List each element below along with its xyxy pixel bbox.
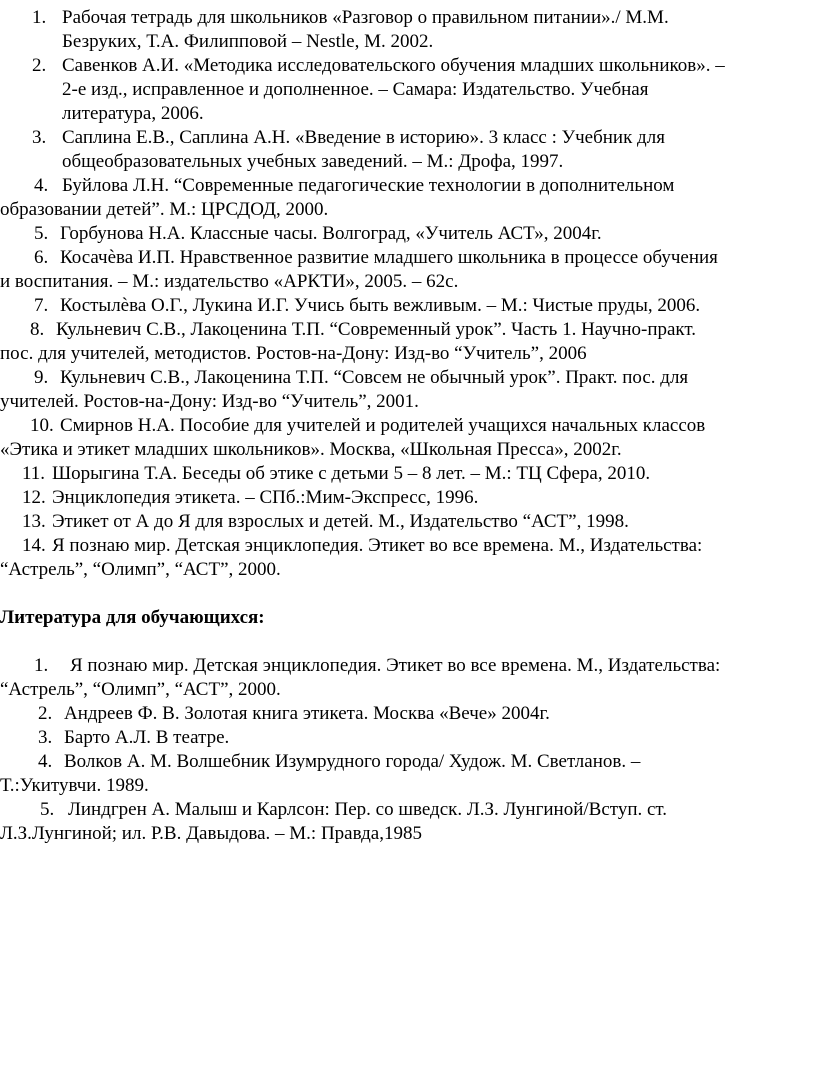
list-item [22,510,46,534]
list-item [40,798,54,822]
section-heading: Литература для обучающихся: [0,607,265,628]
list-item [30,414,54,438]
list-item [22,486,46,510]
list-item-text: Т.:Укитувчи. 1989. [0,775,149,796]
list-item-number: 13. [22,511,46,532]
list-item [32,6,46,30]
list-item-text: Этикет от А до Я для взрослых и детей. М., Издательство “АСТ”, 1998. [52,511,629,532]
list-item-text: Костылѐва О.Г., Лукина И.Г. Учись быть вежливым. – М.: Чистые пруды, 2006. [60,295,701,316]
list-item-text: Я познаю мир. Детская энциклопедия. Этикет во все времена. М., Издательства: [52,535,703,556]
list-item [38,750,52,774]
list-item-text: “Астрель”, “Олимп”, “АСТ”, 2000. [0,559,281,580]
list-item [22,462,45,486]
list-item-text: Линдгрен А. Малыш и Карлсон: Пер. со шведск. Л.З. Лунгиной/Вступ. ст. [68,799,668,820]
list-item [38,726,52,750]
list-item [34,366,48,390]
list-item-number: 14. [22,535,46,556]
list-item-text: Кульневич С.В., Лакоценина Т.П. “Современный урок”. Часть 1. Научно-практ. [56,319,697,340]
list-item-number: 7. [34,295,49,316]
list-item-text: Волков А. М. Волшебник Изумрудного города/ Худож. М. Светланов. – [64,751,641,772]
list-item-text: и воспитания. – М.: издательство «АРКТИ», 2005. – 62с. [0,271,459,292]
list-item-text: Косачѐва И.П. Нравственное развитие младшего школьника в процессе обучения [60,247,718,268]
list-item-number: 11. [22,463,46,484]
list-item-text: учителей. Ростов-на-Дону: Изд-во “Учитель”, 2001. [0,391,419,412]
list-item-text: литература, 2006. [62,103,204,124]
list-item [32,54,46,78]
list-item-text: Энциклопедия этикета. – СПб.:Мим-Экспресс, 1996. [52,487,479,508]
list-item-number: 4. [38,751,53,772]
list-item-text: Шорыгина Т.А. Беседы об этике с детьми 5 – 8 лет. – М.: ТЦ Сфера, 2010. [52,463,651,484]
list-item-number: 9. [34,367,49,388]
list-item [34,294,48,318]
list-item-text: общеобразовательных учебных заведений. – М.: Дрофа, 1997. [62,151,564,172]
list-item [22,534,46,558]
list-item-number: 3. [38,727,53,748]
list-item-number: 2. [38,703,53,724]
list-item-text: Горбунова Н.А. Классные часы. Волгоград, «Учитель АСТ», 2004г. [60,223,602,244]
list-item [34,654,48,678]
list-item-text: пос. для учителей, методистов. Ростов-на-Дону: Изд-во “Учитель”, 2006 [0,343,587,364]
list-item [34,246,48,270]
list-item-number: 12. [22,487,46,508]
list-item-number: 10. [30,415,54,436]
list-item-text: “Астрель”, “Олимп”, “АСТ”, 2000. [0,679,281,700]
list-item-number: 6. [34,247,49,268]
list-item [38,702,52,726]
list-item [34,222,48,246]
list-item-number: 1. [34,655,49,676]
list-item-text: «Этика и этикет младших школьников». Москва, «Школьная Пресса», 2002г. [0,439,622,460]
list-item-text: 2-е изд., исправленное и дополненное. – Самара: Издательство. Учебная [62,79,649,100]
list-item-number: 4. [34,175,49,196]
list-item-number: 1. [32,7,47,28]
list-item-text: Андреев Ф. В. Золотая книга этикета. Москва «Вече» 2004г. [64,703,550,724]
list-item-text: Саплина Е.В., Саплина А.Н. «Введение в историю». 3 класс : Учебник для [62,127,665,148]
list-item-number: 5. [34,223,49,244]
list-item-text: Безруких, Т.А. Филипповой – Nestle, М. 2002. [62,31,434,52]
list-item-text: Барто А.Л. В театре. [64,727,230,748]
list-item-text: Рабочая тетрадь для школьников «Разговор о правильном питании»./ М.М. [62,7,669,28]
list-item-number: 8. [30,319,45,340]
list-item-text: Кульневич С.В., Лакоценина Т.П. “Совсем не обычный урок”. Практ. пос. для [60,367,689,388]
list-item-text: Я познаю мир. Детская энциклопедия. Этикет во все времена. М., Издательства: [70,655,721,676]
list-item [30,318,44,342]
list-item-text: Смирнов Н.А. Пособие для учителей и родителей учащихся начальных классов [60,415,706,436]
list-item-text: Л.З.Лунгиной; ил. Р.В. Давыдова. – М.: Правда,1985 [0,823,422,844]
list-item-text: Савенков А.И. «Методика исследовательского обучения младших школьников». – [62,55,725,76]
list-item-text: Буйлова Л.Н. “Современные педагогические технологии в дополнительном [62,175,675,196]
list-item [32,126,46,150]
list-item-number: 3. [32,127,47,148]
list-item-number: 5. [40,799,55,820]
list-item-number: 2. [32,55,47,76]
list-item-text: образовании детей”. М.: ЦРСДОД, 2000. [0,199,329,220]
list-item [34,174,48,198]
